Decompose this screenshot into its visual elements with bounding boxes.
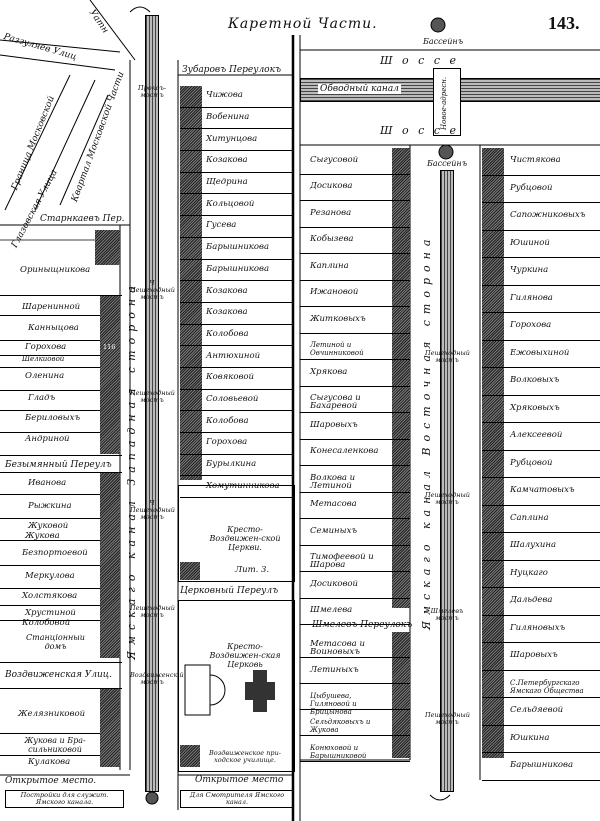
- bridge-e-1: Пешеходный мостъ: [425, 349, 470, 364]
- owner-left: Жукова и Бра-сильниковой: [24, 736, 86, 754]
- lot-owner: Барышникова: [510, 760, 574, 771]
- lot-row: [300, 736, 410, 762]
- lot-owner: Антюхиной: [206, 350, 261, 361]
- owner-left: Бериловыхъ: [25, 413, 81, 423]
- lot-owner: Дальдева: [510, 595, 553, 606]
- col1-owner-list: [180, 86, 293, 498]
- lot-row: [300, 254, 410, 281]
- lot-owner: Шаровыхъ: [310, 419, 358, 430]
- lot-row: [482, 313, 600, 341]
- lot-row: [300, 201, 410, 228]
- lot-owner: Ковяковой: [206, 372, 255, 383]
- bridge-w-1: Прокоъ-мостъ: [137, 84, 167, 99]
- left-block-4: [0, 688, 122, 769]
- bridge-w-3: Пешеходный мостъ: [130, 389, 175, 404]
- lot-row: [300, 710, 410, 736]
- col1-church-2: Кресто-Воздвижен-ская Церковь: [209, 642, 281, 669]
- lot-row: [180, 390, 293, 412]
- lot-owner: Кольцовой: [206, 198, 255, 209]
- lot-owner: Цыбушева, Гиляновой и Брицынова: [310, 691, 357, 716]
- lot-owner: Колобова: [206, 328, 249, 339]
- col2-names: [300, 148, 410, 625]
- lot-owner: Саплина: [510, 512, 549, 523]
- lot-owner: Соловьевой: [206, 393, 259, 404]
- lot-row: [300, 413, 410, 440]
- lot-owner: Сыгусовой: [310, 154, 359, 165]
- lot-row: [482, 643, 600, 671]
- lot-owner: Гусева: [206, 220, 237, 231]
- diag-3: Квартал Московской Части: [70, 70, 127, 204]
- lot-owner: Ежовыхиной: [510, 347, 570, 358]
- lot-row: [482, 561, 600, 589]
- basin-bottom: Бассейнъ: [426, 159, 468, 168]
- owner-left: Шаренинной: [22, 302, 81, 312]
- shosse-bottom: Ш о с с е: [380, 124, 459, 137]
- bridge-w-2: Ч Пешеходный мостъ: [130, 279, 175, 301]
- lot-row: [180, 173, 293, 195]
- lot-owner: Бурылкина: [206, 459, 257, 470]
- lot-owner: Конесаленкова: [310, 446, 379, 457]
- lot-owner: Кобызева: [310, 234, 354, 245]
- lot-owner: Сапожниковыхъ: [510, 210, 586, 221]
- lot-row: [482, 726, 600, 754]
- lot-owner: Летиныхъ: [310, 664, 359, 675]
- lot-owner: Сельдяевой: [510, 705, 564, 716]
- lot-owner: Волковыхъ: [510, 375, 560, 386]
- bridge-w-4: Ч Пешеходный мостъ: [130, 499, 175, 521]
- lot-row: [300, 334, 410, 361]
- lot-owner: Гилянова: [510, 292, 553, 303]
- owner-left: Кулакова: [28, 757, 71, 767]
- lot-owner: Алексеевой: [510, 430, 563, 441]
- lot-owner: Чистякова: [510, 155, 561, 166]
- open-place-left: Открытое место.: [5, 776, 97, 786]
- owner-left: Оленина: [25, 371, 65, 381]
- col1-names: [180, 86, 293, 498]
- bridge-e-3: Шмелевъ мостъ: [430, 607, 464, 622]
- bridge-new-label: Новое-адресн.: [440, 76, 448, 130]
- page-header: Каретной Части.: [228, 16, 378, 32]
- lot-owner: Юшиной: [510, 237, 550, 248]
- building-hatch: [180, 745, 200, 767]
- owner-left: Жуковой: [28, 521, 69, 531]
- lot-row: [482, 616, 600, 644]
- lot-row: [180, 238, 293, 260]
- page-number: 143.: [548, 13, 580, 33]
- church-building: [180, 660, 290, 720]
- lot-row: [300, 228, 410, 255]
- building-hatch: [95, 230, 120, 265]
- lot-row: [180, 433, 293, 455]
- lot-row: [482, 258, 600, 286]
- lot-row: [300, 658, 410, 684]
- lot-owner: Шмелева: [310, 605, 353, 616]
- lot-owner: Рубцовой: [510, 457, 553, 468]
- lot-owner: Сыгусова и Бахаревой: [310, 393, 361, 412]
- lot-row: [180, 325, 293, 347]
- owner-left: Жукова: [25, 531, 60, 541]
- lot-owner: Досиковой: [310, 578, 358, 589]
- street-razgulyaev: Разгуляев Улиц: [2, 32, 78, 63]
- lot-row: [180, 129, 293, 151]
- street-vozdvizhenskaya: Воздвиженская Улиц.: [5, 670, 112, 680]
- lot-row: [482, 231, 600, 259]
- street-bezymyanny: Безымянный Переулъ: [5, 460, 112, 470]
- lot-row: [180, 368, 293, 390]
- left-block-3: [0, 472, 122, 663]
- lot-row: [482, 176, 600, 204]
- lot-row: [180, 194, 293, 216]
- col1-lit: Лит. 3.: [235, 565, 270, 575]
- lot-row: [482, 753, 600, 781]
- owner-left: Канныцова: [28, 323, 79, 333]
- col1-school: Воздвиженское при-ходское училище.: [209, 749, 281, 764]
- owner-left: Рыжкина: [28, 501, 72, 511]
- lot-row: [180, 455, 293, 477]
- street-uatn: Уатн: [86, 8, 111, 36]
- lot-row: [482, 588, 600, 616]
- lot-row: [482, 341, 600, 369]
- lot-owner: С.Петербургскаго Ямскаго Общества: [510, 678, 584, 695]
- owner-left: Андриной: [25, 434, 70, 444]
- bridge-w-6: Воздвиженскiй мостъ: [130, 671, 184, 686]
- lot-owner: Хитунцова: [206, 133, 258, 144]
- canal-west-label: Ямскаго канал Западная сторона: [125, 280, 138, 660]
- lot-row: [482, 203, 600, 231]
- lot-owner: Досикова: [310, 181, 353, 192]
- owner-left: Ориныщникова: [20, 265, 91, 275]
- basin-top: Бассейнъ: [422, 37, 464, 46]
- lot-row: [180, 108, 293, 130]
- lot-owner: Щедрина: [206, 177, 248, 188]
- lot-owner: Метасова и Воиновыхъ: [310, 638, 365, 657]
- lot-row: [300, 175, 410, 202]
- street-tserkovny: Церковный Переулъ: [180, 586, 279, 596]
- lot-row: [180, 281, 293, 303]
- building-hatch: [100, 296, 120, 454]
- bridge-w-5: Пешеходный мостъ: [130, 604, 175, 619]
- lot-owner: Ижановой: [310, 287, 359, 298]
- owner-left: Шелкиовой: [22, 355, 65, 363]
- col1-open-place: Открытое место: [195, 775, 284, 785]
- canal-service-buildings: Постройки для служит. Ямского канала.: [5, 790, 124, 808]
- lot-row: [300, 440, 410, 467]
- street-zubarov: Зубаровъ Переулокъ: [182, 65, 281, 75]
- lot-owner: Горохова: [206, 437, 248, 448]
- lot-owner: Горохова: [510, 320, 552, 331]
- lot-owner: Шаровыхъ: [510, 650, 558, 661]
- lot-owner: Нуцкаго: [510, 567, 548, 578]
- lot-owner: Юшкина: [510, 732, 550, 743]
- lot-owner: Колобова: [206, 415, 249, 426]
- lot-owner: Сельдяковыхъ и Жукова: [310, 717, 371, 734]
- lot-row: [300, 493, 410, 520]
- street-starnkaev: Старнкаевъ Пер.: [40, 214, 125, 224]
- owner-left: Холстякова: [22, 591, 78, 601]
- lot-owner: Козакова: [206, 307, 248, 318]
- lot-row: [180, 346, 293, 368]
- owner-left: Меркулова: [25, 571, 75, 581]
- lot-row: [482, 148, 600, 176]
- lot-row: [482, 286, 600, 314]
- shosse-top: Ш о с с е: [380, 54, 459, 67]
- lot-row: [180, 216, 293, 238]
- lot-owner: Козакова: [206, 285, 248, 296]
- col2-names-2: [300, 632, 410, 762]
- lot-row: [180, 86, 293, 108]
- col1-bottom: Для Смотрителя Ямского канал.: [180, 790, 294, 808]
- lot-owner: Барышникова: [206, 263, 270, 274]
- lot-row: [300, 360, 410, 387]
- lot-row: [482, 698, 600, 726]
- lot-row: [482, 451, 600, 479]
- lot-owner: Барышникова: [206, 242, 270, 253]
- owner-left: Иванова: [28, 478, 67, 488]
- owner-left: Горохова: [25, 342, 67, 352]
- street-shmelev: Шмелевъ Переулокъ: [312, 620, 413, 630]
- owner-left: Гладъ: [28, 393, 56, 403]
- lot-row: [482, 533, 600, 561]
- lot-owner: Житковыхъ: [310, 313, 366, 324]
- bridge-e-2: Пешеходный мостъ: [425, 491, 470, 506]
- lot-row: [180, 303, 293, 325]
- lot-owner: Камчатовыхъ: [510, 485, 575, 496]
- col3-names: [482, 148, 600, 781]
- lot-row: [300, 387, 410, 414]
- lot-row: [482, 396, 600, 424]
- lot-owner: Волкова и Летиной: [310, 472, 356, 491]
- lot-row: [300, 466, 410, 493]
- owner-left: Безпортоевой: [22, 548, 88, 558]
- lot-row: [300, 632, 410, 658]
- building-hatch: [100, 689, 120, 767]
- lot-row: [180, 151, 293, 173]
- lot-owner: Рубцовой: [510, 182, 553, 193]
- owner-left: Колобовой: [22, 618, 71, 628]
- owner-left: Станцiонныи домъ: [26, 633, 85, 651]
- col1-church: Кресто-Воздвижен-ской Церкви.: [209, 525, 281, 552]
- owner-left: Желязниковой: [18, 709, 86, 719]
- lot-row: [300, 684, 410, 716]
- lot-owner: Козакова: [206, 155, 248, 166]
- lot-owner: Тимофеевой и Шарова: [310, 552, 374, 571]
- lot-row: [180, 260, 293, 282]
- lot-row: [482, 423, 600, 451]
- diag-1: Граница Московской: [10, 94, 57, 192]
- lot-owner: Чуркина: [510, 265, 549, 276]
- lot-owner: Семиныхъ: [310, 525, 358, 536]
- lot-owner: Резанова: [310, 207, 352, 218]
- lot-owner: Летиной и Овчинниковой: [310, 341, 364, 358]
- bridge-e-4: Пешеходный мостъ: [425, 711, 470, 726]
- obvodny-label: Обводный канал: [320, 84, 399, 94]
- lot-row: [482, 506, 600, 534]
- lot-row: [482, 478, 600, 506]
- lot-owner: Чижова: [206, 90, 243, 101]
- diag-2: Глазовская Улица: [10, 168, 60, 250]
- lot-owner: Хомутинникова: [206, 480, 280, 491]
- lot-row: [300, 546, 410, 573]
- lot-owner: Шалухина: [510, 540, 557, 551]
- lot-row: [300, 572, 410, 599]
- lot-owner: Метасова: [310, 499, 357, 510]
- canal-east-label: Ямскаго канал Восточная сторона: [420, 233, 433, 630]
- lot-owner: Вобенина: [206, 112, 250, 123]
- lot-row: [300, 519, 410, 546]
- lot-owner: Конюховой и Барышниковой: [310, 743, 367, 760]
- lot-number: 116: [103, 343, 116, 351]
- lot-row: [300, 307, 410, 334]
- lot-owner: Гиляновыхъ: [510, 622, 566, 633]
- lot-owner: Хрякова: [310, 366, 348, 377]
- lot-row: [300, 148, 410, 175]
- owner-left: Хрустиной: [25, 608, 76, 618]
- lot-owner: Хряковыхъ: [510, 402, 560, 413]
- lot-row: [300, 281, 410, 308]
- lot-row: [180, 411, 293, 433]
- canal-east: [440, 170, 454, 792]
- lot-row: [482, 368, 600, 396]
- lot-row: [482, 671, 600, 699]
- lot-owner: Каплина: [310, 260, 349, 271]
- building-hatch: [180, 562, 200, 580]
- building-hatch: [100, 473, 120, 658]
